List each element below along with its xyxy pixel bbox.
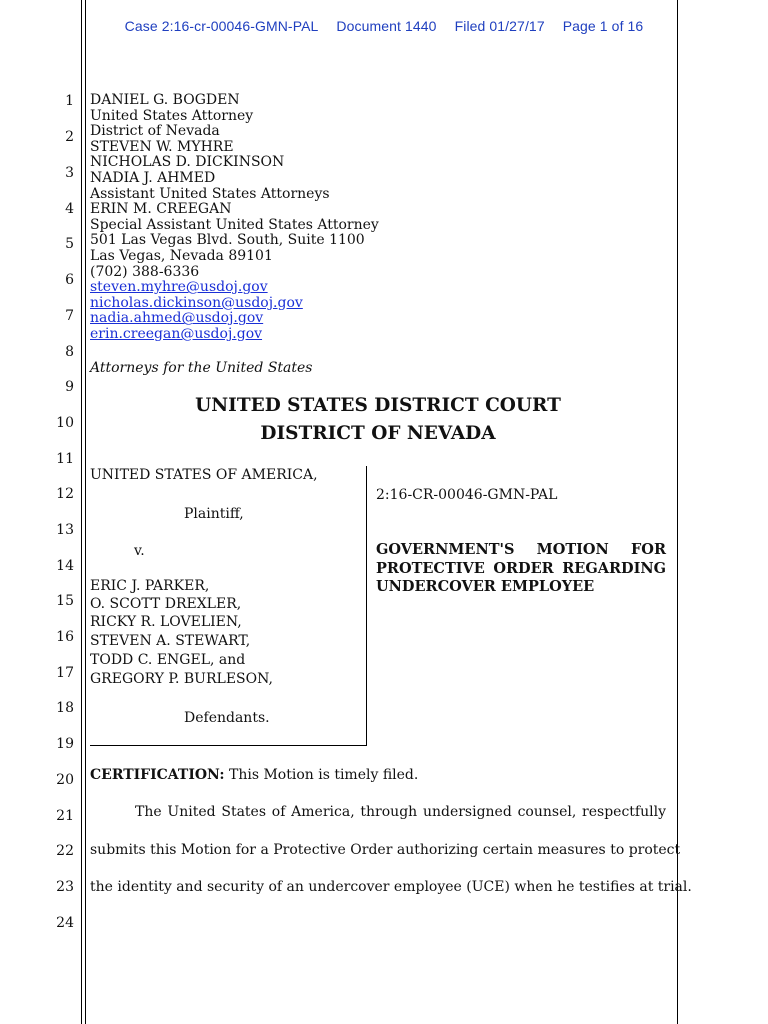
counsel-line: United States Attorney (90, 107, 254, 124)
line-number: 21 (56, 808, 74, 824)
defendant-name: O. SCOTT DREXLER, (90, 596, 242, 612)
certification-label: CERTIFICATION: (90, 767, 225, 783)
counsel-block (90, 93, 379, 343)
left-margin-rule-inner (85, 0, 86, 1024)
counsel-line: (702) 388-6336 (90, 263, 200, 280)
case-header (0, 18, 768, 34)
attorneys-for-line: Attorneys for the United States (90, 360, 313, 376)
line-number: 16 (56, 629, 74, 645)
counsel-line: DANIEL G. BOGDEN (90, 92, 240, 108)
line-number: 17 (56, 665, 74, 681)
court-name: UNITED STATES DISTRICT COURT (195, 395, 561, 416)
email-link-ahmed[interactable]: nadia.ahmed@usdoj.gov (90, 310, 264, 327)
defendants-label: Defendants. (184, 710, 270, 726)
defendant-name: TODD C. ENGEL, and (90, 652, 246, 668)
plaintiff-label: Plaintiff, (184, 506, 244, 522)
line-number: 13 (56, 522, 74, 538)
email-link-myhre[interactable]: steven.myhre@usdoj.gov (90, 279, 268, 296)
line-number: 9 (65, 379, 74, 395)
motion-title: GOVERNMENT'S MOTION FOR PROTECTIVE ORDER REGARDING UNDERCOVER EMPLOYEE (376, 541, 666, 595)
court-district: DISTRICT OF NEVADA (260, 423, 496, 444)
defendant-name: ERIC J. PARKER, (90, 578, 210, 594)
counsel-line: District of Nevada (90, 123, 220, 140)
defendant-name: RICKY R. LOVELIEN, (90, 614, 242, 630)
counsel-line: 501 Las Vegas Blvd. South, Suite 1100 (90, 232, 365, 249)
certification-text: This Motion is timely filed. (228, 767, 419, 783)
email-link-dickinson[interactable]: nicholas.dickinson@usdoj.gov (90, 294, 303, 311)
counsel-line: ERIN M. CREEGAN (90, 201, 232, 218)
counsel-line: Assistant United States Attorneys (90, 185, 330, 202)
header-document: Document 1440 (336, 18, 437, 34)
line-number: 3 (65, 165, 74, 181)
line-number: 1 (65, 93, 74, 109)
certification-line (90, 767, 418, 783)
email-link-creegan[interactable]: erin.creegan@usdoj.gov (90, 325, 263, 342)
counsel-line: Las Vegas, Nevada 89101 (90, 247, 273, 264)
left-margin-rule-outer (81, 0, 82, 1024)
header-page-number: Page 1 of 16 (562, 18, 644, 34)
line-number: 18 (56, 700, 74, 716)
counsel-line: NADIA J. AHMED (90, 169, 216, 186)
defendant-name: GREGORY P. BURLESON, (90, 671, 273, 687)
line-number: 10 (56, 415, 74, 431)
caption-bottom-divider (90, 745, 367, 746)
versus-label: v. (134, 543, 145, 559)
counsel-line: Special Assistant United States Attorney (90, 216, 379, 233)
header-case-number: Case 2:16-cr-00046-GMN-PAL (124, 18, 319, 34)
line-number: 4 (65, 201, 74, 217)
counsel-line: NICHOLAS D. DICKINSON (90, 154, 285, 171)
line-number: 15 (56, 593, 74, 609)
header-filed-date: Filed 01/27/17 (454, 18, 545, 34)
line-number: 8 (65, 344, 74, 360)
line-number: 14 (56, 558, 74, 574)
caption-vertical-divider (366, 466, 367, 746)
line-number: 20 (56, 772, 74, 788)
body-text-line: the identity and security of an undercover employee (UCE) when he testifies at trial. (90, 879, 692, 895)
line-number: 19 (56, 736, 74, 752)
body-text-line: The United States of America, through undersigned counsel, respectfully (135, 804, 666, 820)
body-text-line: submits this Motion for a Protective Order authorizing certain measures to protect (90, 842, 681, 858)
line-number: 24 (56, 915, 74, 931)
line-number: 7 (65, 308, 74, 324)
counsel-line: STEVEN W. MYHRE (90, 138, 234, 155)
defendant-name: STEVEN A. STEWART, (90, 633, 251, 649)
plaintiff-name: UNITED STATES OF AMERICA, (90, 467, 318, 483)
case-number: 2:16-CR-00046-GMN-PAL (376, 487, 558, 503)
right-margin-rule (677, 0, 678, 1024)
line-number: 6 (65, 272, 74, 288)
line-number: 5 (65, 236, 74, 252)
line-number: 22 (56, 843, 74, 859)
line-number: 23 (56, 879, 74, 895)
line-number: 2 (65, 129, 74, 145)
line-number: 11 (56, 451, 74, 467)
line-number: 12 (56, 486, 74, 502)
